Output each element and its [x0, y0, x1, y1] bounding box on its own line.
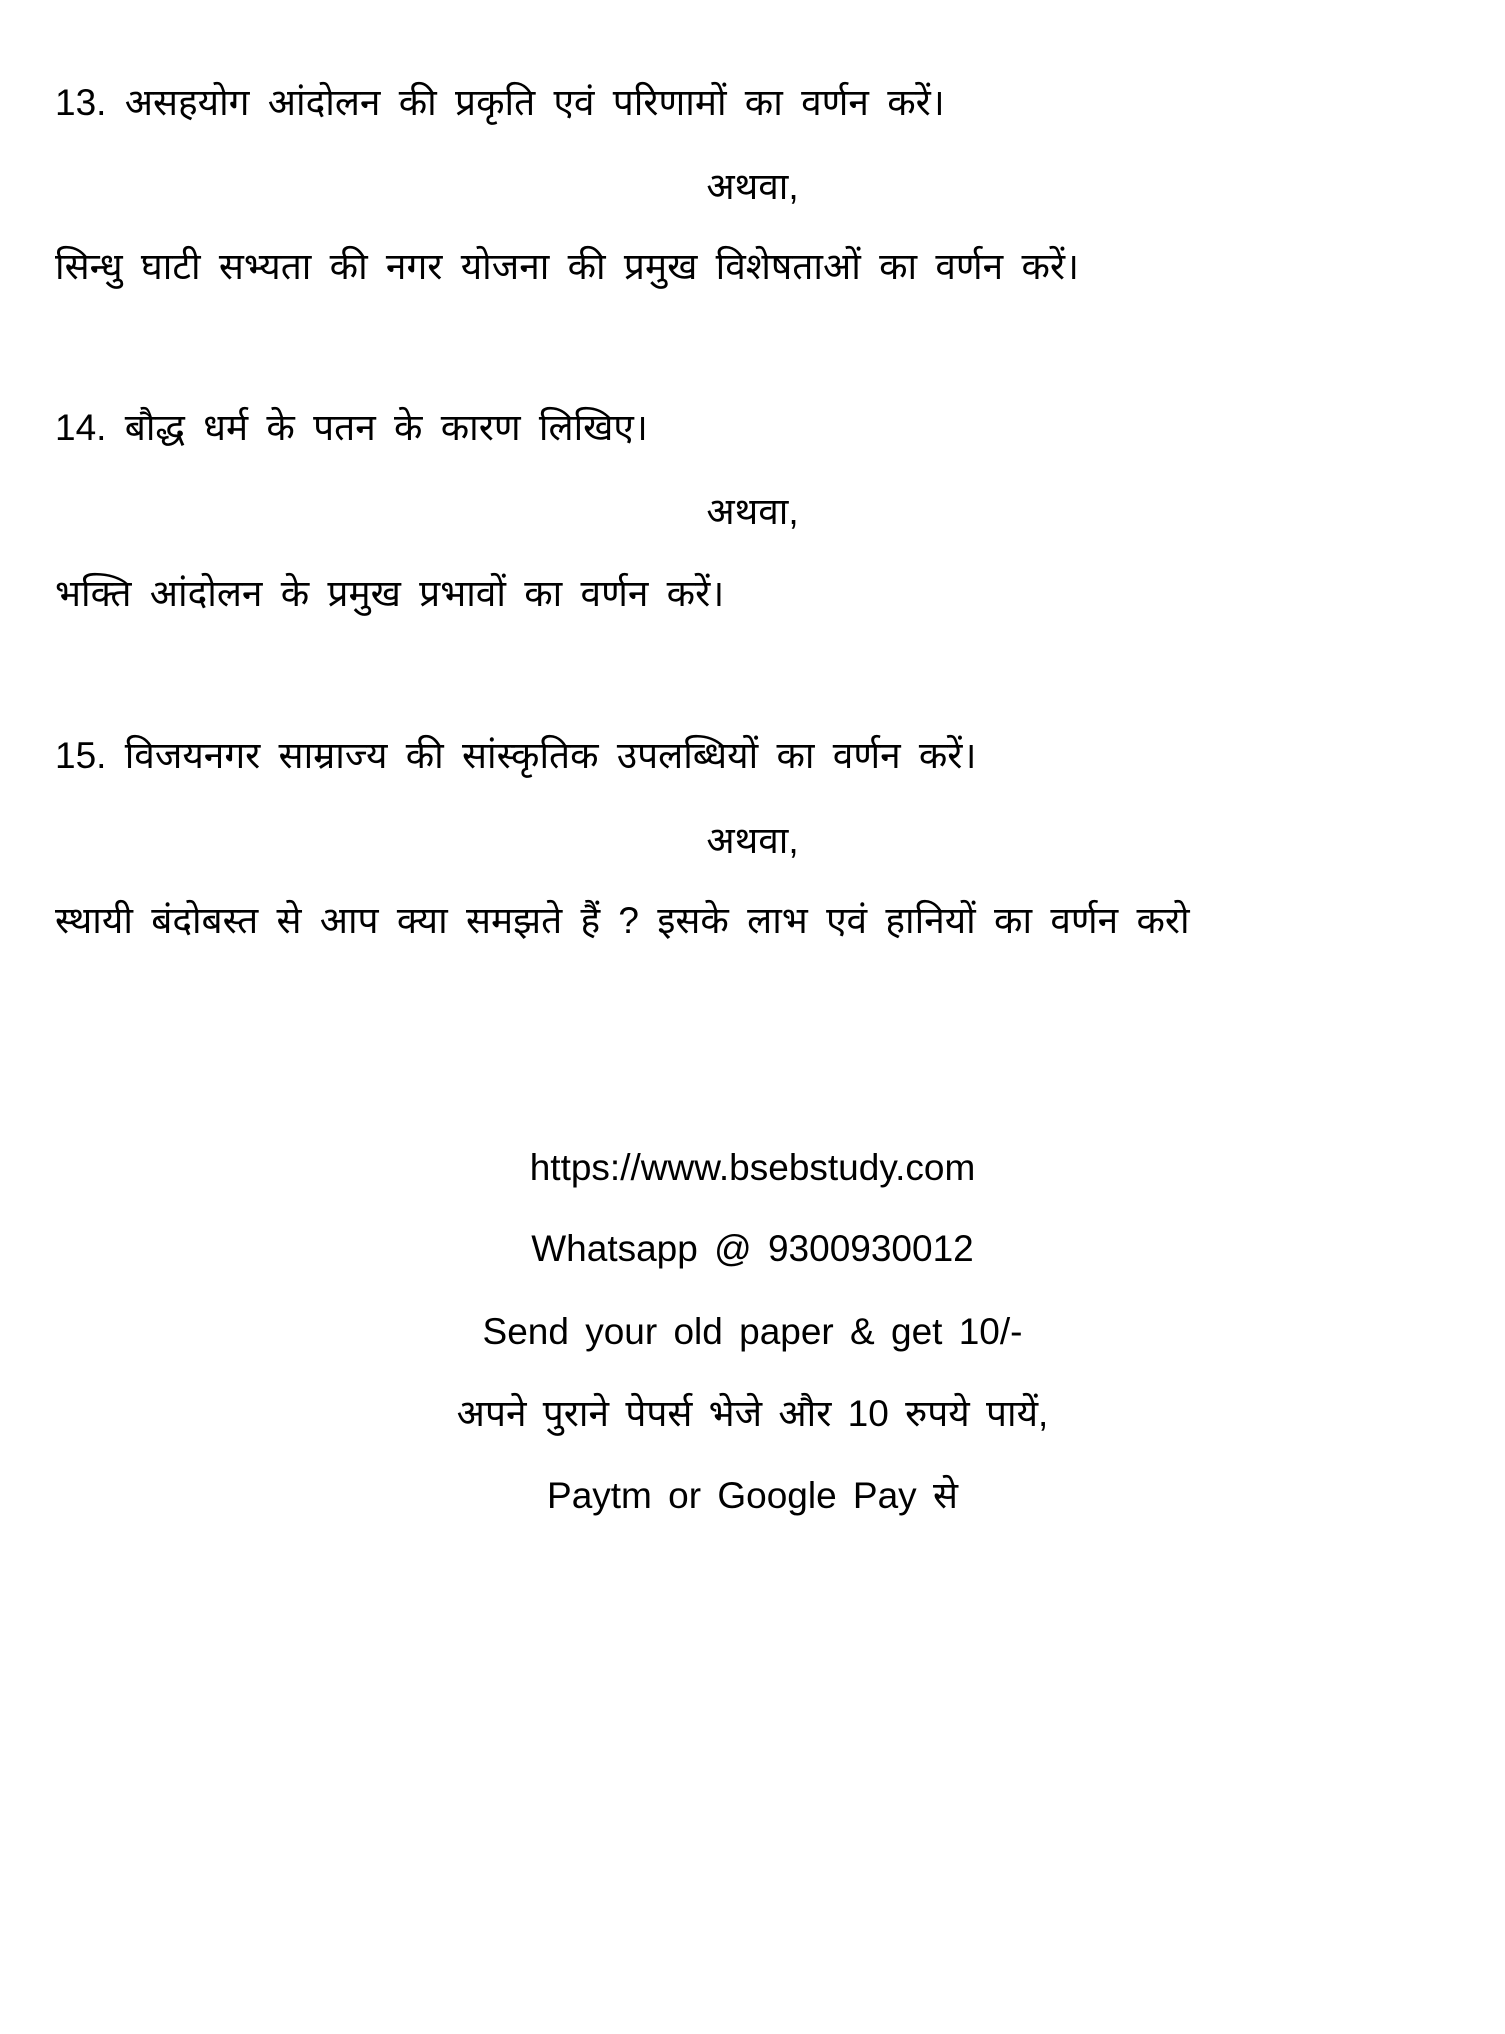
question-14-text: 14. बौद्ध धर्म के पतन के कारण लिखिए। — [55, 407, 648, 448]
question-14-alternative: भक्ति आंदोलन के प्रमुख प्रभावों का वर्णन करें। — [55, 573, 725, 614]
question-13-text: 13. असहयोग आंदोलन की प्रकृति एवं परिणामों का वर्णन करें। — [55, 82, 945, 123]
question-15-text: 15. विजयनगर साम्राज्य की सांस्कृतिक उपलब्धियों का वर्णन करें। — [55, 735, 977, 776]
question-15-alternative: स्थायी बंदोबस्त से आप क्या समझते हैं ? इसके लाभ एवं हानियों का वर्णन करो — [55, 900, 1190, 941]
question-13-alternative: सिन्धु घाटी सभ्यता की नगर योजना की प्रमुख विशेषताओं का वर्णन करें। — [55, 246, 1080, 287]
offer-english: Send your old paper & get 10/- — [482, 1311, 1023, 1352]
question-14-or: अथवा, — [706, 491, 799, 532]
whatsapp-contact: Whatsapp @ 9300930012 — [531, 1228, 974, 1269]
website-link[interactable]: https://www.bsebstudy.com — [529, 1147, 976, 1188]
question-13-or: अथवा, — [706, 166, 799, 207]
payment-methods: Paytm or Google Pay से — [547, 1475, 958, 1516]
question-15-or: अथवा, — [706, 820, 799, 861]
offer-hindi: अपने पुराने पेपर्स भेजे और 10 रुपये पायें, — [456, 1393, 1049, 1434]
